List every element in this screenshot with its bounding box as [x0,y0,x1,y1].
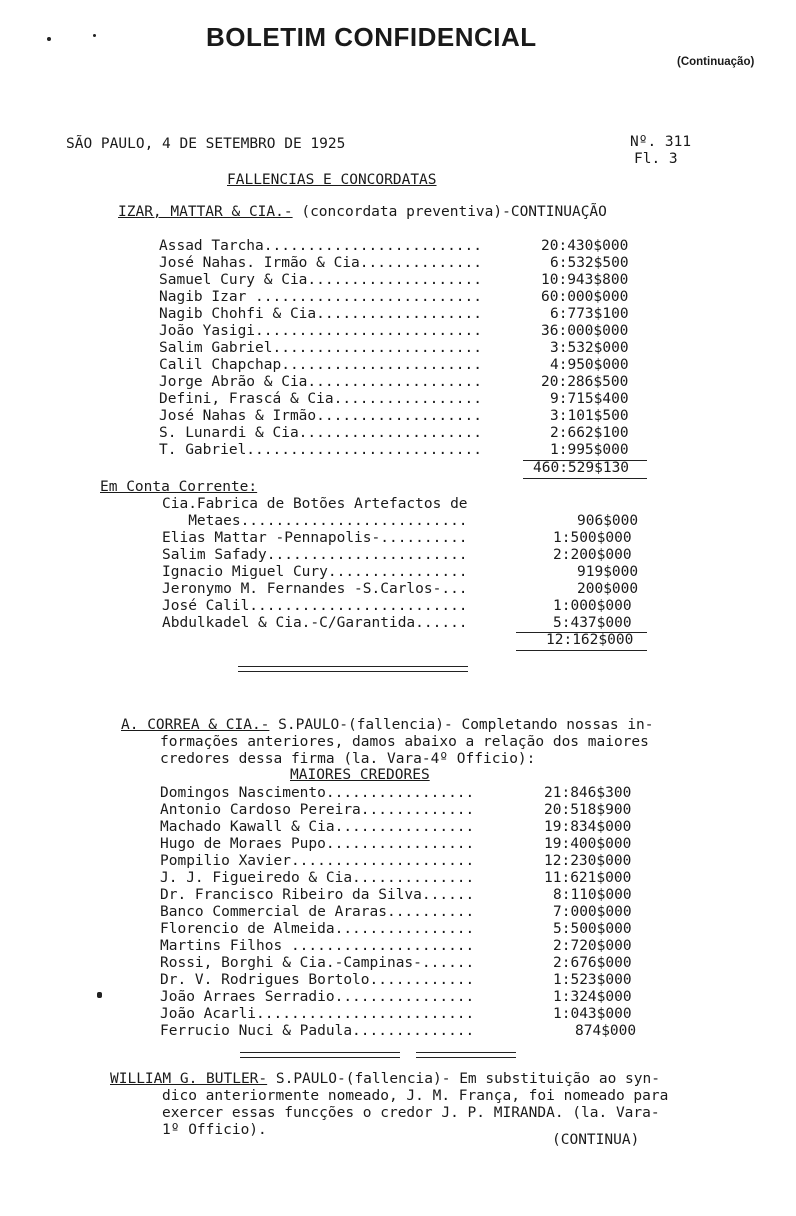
creditor-name: Dr. V. Rodrigues Bortolo............ [160,972,475,988]
creditor-name: Ignacio Miguel Cury................ [162,564,468,580]
correa-text-line: credores dessa firma (la. Vara-4º Officio): [160,751,536,767]
creditor-amount: 21:846$300 [544,785,632,801]
creditor-name: Dr. Francisco Ribeiro da Silva...... [160,887,475,903]
creditor-amount: 60:000$000 [541,289,629,305]
ink-speck [93,34,96,37]
creditor-amount: 3:101$500 [550,408,629,424]
bulletin-number: Nº. 311 [630,134,692,150]
creditor-amount: 6:532$500 [550,255,629,271]
creditor-name: Abdulkadel & Cia.-C/Garantida...... [162,615,468,631]
continua-label: (CONTINUA) [552,1132,640,1148]
conta-corrente-label: Em Conta Corrente: [100,479,258,495]
correa-heading [121,717,654,734]
butler-text-line: 1º Officio). [162,1122,267,1138]
creditor-amount: 3:532$000 [550,340,629,356]
ink-speck [47,37,51,41]
creditor-amount: 11:621$000 [544,870,632,886]
creditor-name: José Calil......................... [162,598,468,614]
creditor-name: João Yasigi.......................... [159,323,483,339]
correa-text-line: formações anteriores, damos abaixo a relação dos maiores [160,734,649,750]
creditor-name: Cia.Fabrica de Botões Artefactos de [162,496,468,512]
creditor-amount: 1:500$000 [553,530,632,546]
creditor-name: Calil Chapchap....................... [159,357,483,373]
creditor-name: Salim Gabriel........................ [159,340,483,356]
creditor-name: Pompilio Xavier..................... [160,853,475,869]
section-separator [416,1057,516,1058]
creditor-name: João Acarli......................... [160,1006,475,1022]
butler-text-line: exercer essas funcções o credor J. P. MIRANDA. (la. Vara- [162,1105,660,1121]
creditor-name: Rossi, Borghi & Cia.-Campinas-...... [160,955,475,971]
creditor-amount: 7:000$000 [553,904,632,920]
correa-firm-name: A. CORREA & CIA.- [121,717,270,733]
izar-total: 460:529$130 [533,460,630,476]
creditor-name: S. Lunardi & Cia..................... [159,425,483,441]
creditor-amount: 906$000 [577,513,639,529]
creditor-name: Jeronymo M. Fernandes -S.Carlos-... [162,581,468,597]
creditor-name: Antonio Cardoso Pereira............. [160,802,475,818]
total-rule [516,650,647,651]
creditor-amount: 2:676$000 [553,955,632,971]
creditor-name: Elias Mattar -Pennapolis-.......... [162,530,468,546]
butler-text-line: dico anteriormente nomeado, J. M. França, foi nomeado para [162,1088,669,1104]
creditor-amount: 874$000 [575,1023,637,1039]
creditor-amount: 8:110$000 [553,887,632,903]
creditor-amount: 2:200$000 [553,547,632,563]
creditor-name: Defini, Frascá & Cia................. [159,391,483,407]
section-separator [240,1052,400,1053]
creditor-name: Samuel Cury & Cia.................... [159,272,483,288]
creditor-name: Domingos Nascimento................. [160,785,475,801]
creditor-amount: 5:500$000 [553,921,632,937]
section-separator [238,666,468,667]
section-separator [238,671,468,672]
maiores-credores-heading: MAIORES CREDORES [290,767,430,783]
bulletin-title: BOLETIM CONFIDENCIAL [206,22,537,52]
izar-firm-name: IZAR, MATTAR & CIA.- [118,204,293,220]
creditor-name: Machado Kawall & Cia................ [160,819,475,835]
creditor-name: Salim Safady....................... [162,547,468,563]
creditor-name: Ferrucio Nuci & Padula.............. [160,1023,475,1039]
izar-heading-rest: (concordata preventiva)-CONTINUAÇÃO [292,204,607,220]
creditor-name: João Arraes Serradio................ [160,989,475,1005]
creditor-name: Assad Tarcha......................... [159,238,483,254]
creditor-name: Martins Filhos ..................... [160,938,475,954]
creditor-amount: 1:000$000 [553,598,632,614]
creditor-amount: 5:437$000 [553,615,632,631]
creditor-amount: 9:715$400 [550,391,629,407]
creditor-amount: 1:995$000 [550,442,629,458]
creditor-name: Jorge Abrão & Cia.................... [159,374,483,390]
creditor-amount: 19:834$000 [544,819,632,835]
creditor-amount: 200$000 [577,581,639,597]
butler-heading-rest: S.PAULO-(fallencia)- Em substituição ao syn- [267,1071,660,1087]
creditor-name: Florencio de Almeida................ [160,921,475,937]
butler-heading [110,1071,660,1088]
creditor-amount: 1:043$000 [553,1006,632,1022]
creditor-amount: 2:662$100 [550,425,629,441]
sheet-number: Fl. 3 [634,151,678,167]
creditor-amount: 20:430$000 [541,238,629,254]
correa-heading-rest: S.PAULO-(fallencia)- Completando nossas in- [269,717,654,733]
creditor-amount: 10:943$800 [541,272,629,288]
creditor-name: J. J. Figueiredo & Cia.............. [160,870,475,886]
section-separator [416,1052,516,1053]
creditor-amount: 6:773$100 [550,306,629,322]
creditor-name: T. Gabriel........................... [159,442,483,458]
creditor-amount: 1:523$000 [553,972,632,988]
butler-firm-name: WILLIAM G. BUTLER- [110,1071,268,1087]
conta-corrente-total: 12:162$000 [546,632,634,648]
ink-speck [97,992,102,998]
creditor-name: Nagib Izar .......................... [159,289,483,305]
creditor-name: Banco Commercial de Araras.......... [160,904,475,920]
continuation-label: (Continuação) [677,56,755,68]
creditor-name: Metaes.......................... [162,513,468,529]
creditor-amount: 12:230$000 [544,853,632,869]
creditor-name: Hugo de Moraes Pupo................. [160,836,475,852]
creditor-name: José Nahas & Irmão................... [159,408,483,424]
creditor-amount: 919$000 [577,564,639,580]
total-rule [523,478,647,479]
creditor-amount: 4:950$000 [550,357,629,373]
creditor-amount: 2:720$000 [553,938,632,954]
creditor-amount: 20:286$500 [541,374,629,390]
creditor-amount: 19:400$000 [544,836,632,852]
place-date: SÃO PAULO, 4 DE SETEMBRO DE 1925 [66,136,346,152]
creditor-amount: 1:324$000 [553,989,632,1005]
section-title: FALLENCIAS E CONCORDATAS [227,172,437,188]
creditor-name: Nagib Chohfi & Cia................... [159,306,483,322]
creditor-amount: 20:518$900 [544,802,632,818]
creditor-amount: 36:000$000 [541,323,629,339]
izar-heading [118,204,607,221]
creditor-name: José Nahas. Irmão & Cia.............. [159,255,483,271]
section-separator [240,1057,400,1058]
